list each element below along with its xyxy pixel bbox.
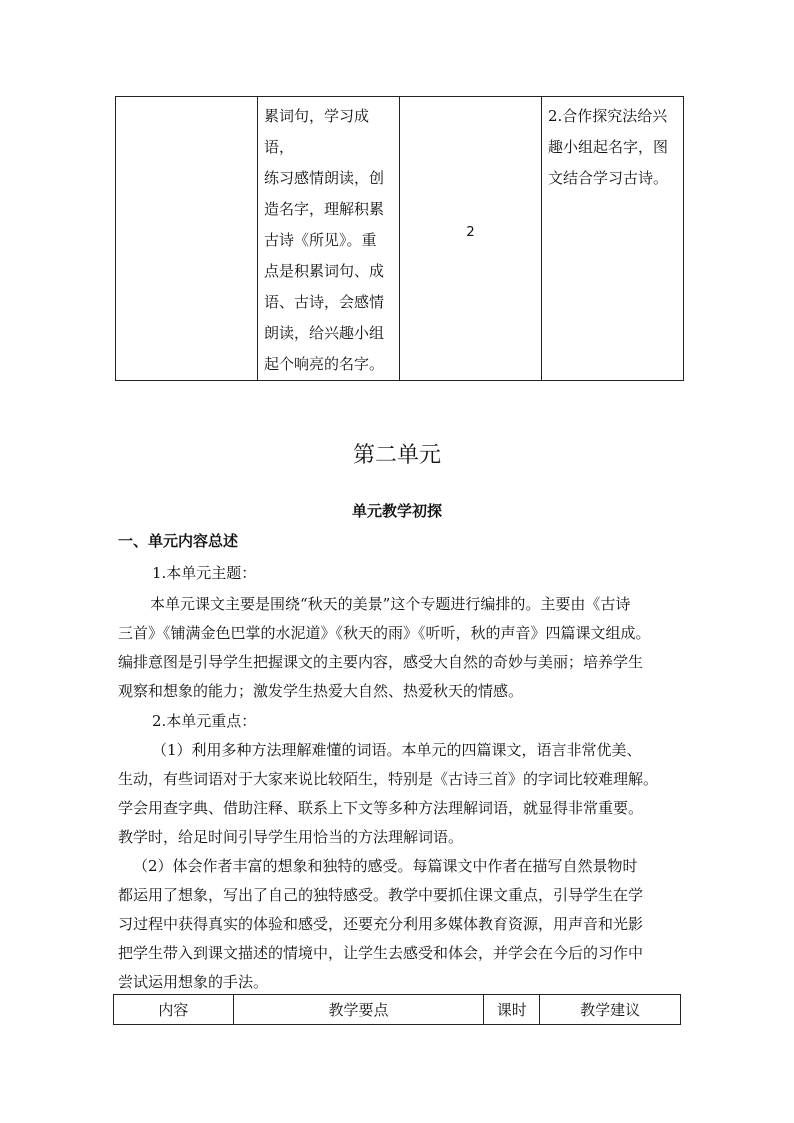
table-cell-key-points	[258, 97, 400, 381]
focus-line: （2）体会作者丰富的想象和独特的感受。每篇课文中作者在描写自然景物时	[133, 857, 638, 875]
text-line: 古诗《所见》。重	[264, 231, 377, 249]
table-cell-hours: 2	[400, 97, 542, 381]
focus-line: 尝试运用想象的手法。	[118, 973, 269, 991]
suggestions-text	[542, 97, 683, 194]
focus-line: 学会用查字典、借助注释、联系上下文等多种方法理解词语，就显得非常重要。	[118, 799, 644, 817]
text-line: 文结合学习古诗。	[548, 169, 669, 187]
table-row	[116, 97, 684, 381]
text-line: 2.合作探究法给兴	[548, 107, 668, 125]
theme-line: 三首》《铺满金色巴掌的水泥道》《秋天的雨》《听听，秋的声音》四篇课文组成。	[118, 624, 651, 642]
lesson-plan-table-bottom	[113, 994, 681, 1025]
header-key-points: 教学要点	[233, 995, 484, 1025]
focus-line: 习过程中获得真实的体验和感受，还要充分利用多媒体教育资源，用声音和光影	[118, 915, 644, 933]
text-line: 语、古诗，会感情	[264, 293, 385, 311]
focus-line: 生动，有些词语对于大家来说比较陌生，特别是《古诗三首》的字词比较难理解。	[118, 770, 659, 788]
header-suggestions: 教学建议	[540, 995, 681, 1025]
text-line: 起个响亮的名字。	[264, 355, 385, 373]
theme-line: 本单元课文主要是围绕“秋天的美景”这个专题进行编排的。主要由《古诗	[150, 595, 631, 613]
text-line: 练习感情朗读，创	[264, 169, 385, 187]
text-line: 点是积累词句、成	[264, 262, 385, 280]
subtitle: 单元教学初探	[351, 502, 442, 520]
unit-title: 第二单元	[352, 443, 441, 468]
focus-line: 都运用了想象，写出了自己的独特感受。教学中要抓住课文重点，引导学生在学	[118, 886, 644, 904]
table-cell-content	[116, 97, 258, 381]
text-line: 朗读，给兴趣小组	[264, 324, 385, 342]
text-line: 造名字，理解积累	[264, 200, 385, 218]
theme-label: 1.本单元主题：	[152, 564, 257, 582]
theme-line: 编排意图是引导学生把握课文的主要内容，感受大自然的奇妙与美丽；培养学生	[118, 653, 644, 671]
text-line: 趣小组起名字，图	[548, 138, 669, 156]
section-title: 一、单元内容总述	[118, 532, 239, 550]
header-content: 内容	[114, 995, 234, 1025]
lesson-plan-table-top	[115, 96, 684, 381]
header-hours: 课时	[484, 995, 540, 1025]
text-line: 累词句，学习成语，	[264, 107, 370, 156]
focus-line: 把学生带入到课文描述的情境中，让学生去感受和体会，并学会在今后的习作中	[118, 944, 644, 962]
key-points-text	[258, 97, 399, 380]
table-cell-suggestions	[542, 97, 684, 381]
focus-label: 2.本单元重点：	[152, 712, 257, 730]
focus-line: （1）利用多种方法理解难懂的词语。本单元的四篇课文，语言非常优美、	[152, 741, 642, 759]
focus-line: 教学时，给足时间引导学生用恰当的方法理解词语。	[118, 828, 464, 846]
table-header-row	[114, 995, 681, 1025]
theme-line: 观察和想象的能力；激发学生热爱大自然、热爱秋天的情感。	[118, 682, 524, 700]
